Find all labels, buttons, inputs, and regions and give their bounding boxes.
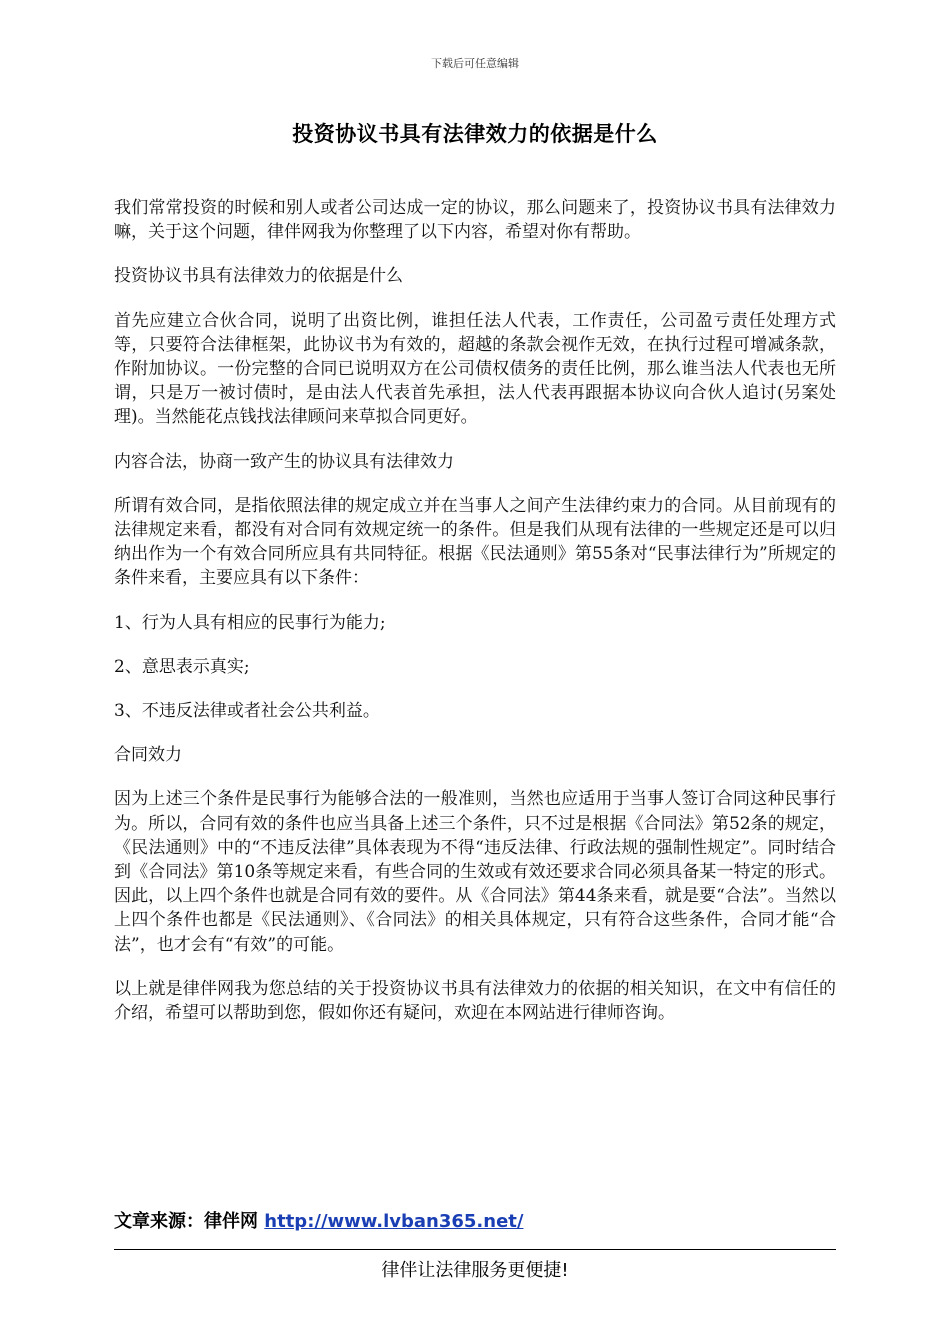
intro-paragraph: 我们常常投资的时候和别人或者公司达成一定的协议，那么问题来了，投资协议书具有法律效力嘛，关于这个问题，律伴网我为你整理了以下内容，希望对你有帮助。 bbox=[114, 198, 836, 243]
source-link[interactable]: http://www.lvban365.net/ bbox=[264, 1211, 524, 1232]
document-body bbox=[114, 196, 836, 1045]
list-item: 1、行为人具有相应的民事行为能力; bbox=[114, 612, 386, 633]
list-item: 3、不违反法律或者社会公共利益。 bbox=[114, 701, 380, 722]
list-item: 2、意思表示真实; bbox=[114, 656, 250, 677]
footer-slogan: 律伴让法律服务更便捷! bbox=[381, 1260, 569, 1281]
document-title: 投资协议书具有法律效力的依据是什么 bbox=[292, 122, 658, 146]
body-paragraph: 因为上述三个条件是民事行为能够合法的一般准则，当然也应适用于当事人签订合同这种民事行为。所以，合同有效的条件也应当具备上述三个条件，只不过是根据《合同法》第52条的规定，《民法通则》中的“不违反法律”具体表现为不得“违反法律、行政法规的强制性规定”。同时结合到《合同法》第10条等规定来看，有些合同的生效或有效还要求合同必须具备某一特定的形式。因此，以上四个条件也就是合同有效的要件。从《合同法》第44条来看，就是要“合法”。当然以上四个条件也都是《民法通则》、《合同法》的相关具体规定，只有符合这些条件，合同才能“合法”，也才会有“有效”的可能。 bbox=[114, 789, 836, 955]
footer-divider bbox=[114, 1249, 836, 1250]
body-paragraph: 首先应建立合伙合同，说明了出资比例，谁担任法人代表，工作责任，公司盈亏责任处理方式等，只要符合法律框架，此协议书为有效的，超越的条款会视作无效，在执行过程可增减条款，作附加协议。一份完整的合同已说明双方在公司债权债务的责任比例，那么谁当法人代表也无所谓，只是万一被讨债时，是由法人代表首先承担，法人代表再跟据本协议向合伙人追讨(另案处理)。当然能花点钱找法律顾问来草拟合同更好。 bbox=[114, 310, 836, 428]
source-label: 文章来源：律伴网 bbox=[114, 1211, 265, 1232]
closing-paragraph: 以上就是律伴网我为您总结的关于投资协议书具有法律效力的依据的相关知识，在文中有信任的介绍，希望可以帮助到您，假如你还有疑问，欢迎在本网站进行律师咨询。 bbox=[114, 978, 836, 1024]
section-heading: 合同效力 bbox=[114, 745, 182, 766]
header-note: 下载后可任意编辑 bbox=[431, 57, 519, 70]
section-heading: 内容合法，协商一致产生的协议具有法律效力 bbox=[114, 451, 454, 472]
section-heading: 投资协议书具有法律效力的依据是什么 bbox=[114, 266, 403, 287]
body-paragraph: 所谓有效合同，是指依照法律的规定成立并在当事人之间产生法律约束力的合同。从目前现有的法律规定来看，都没有对合同有效规定统一的条件。但是我们从现有法律的一些规定还是可以归纳出作为一个有效合同所应具有共同特征。根据《民法通则》第55条对“民事法律行为”所规定的条件来看，主要应具有以下条件： bbox=[114, 495, 836, 589]
article-source bbox=[114, 1207, 523, 1233]
